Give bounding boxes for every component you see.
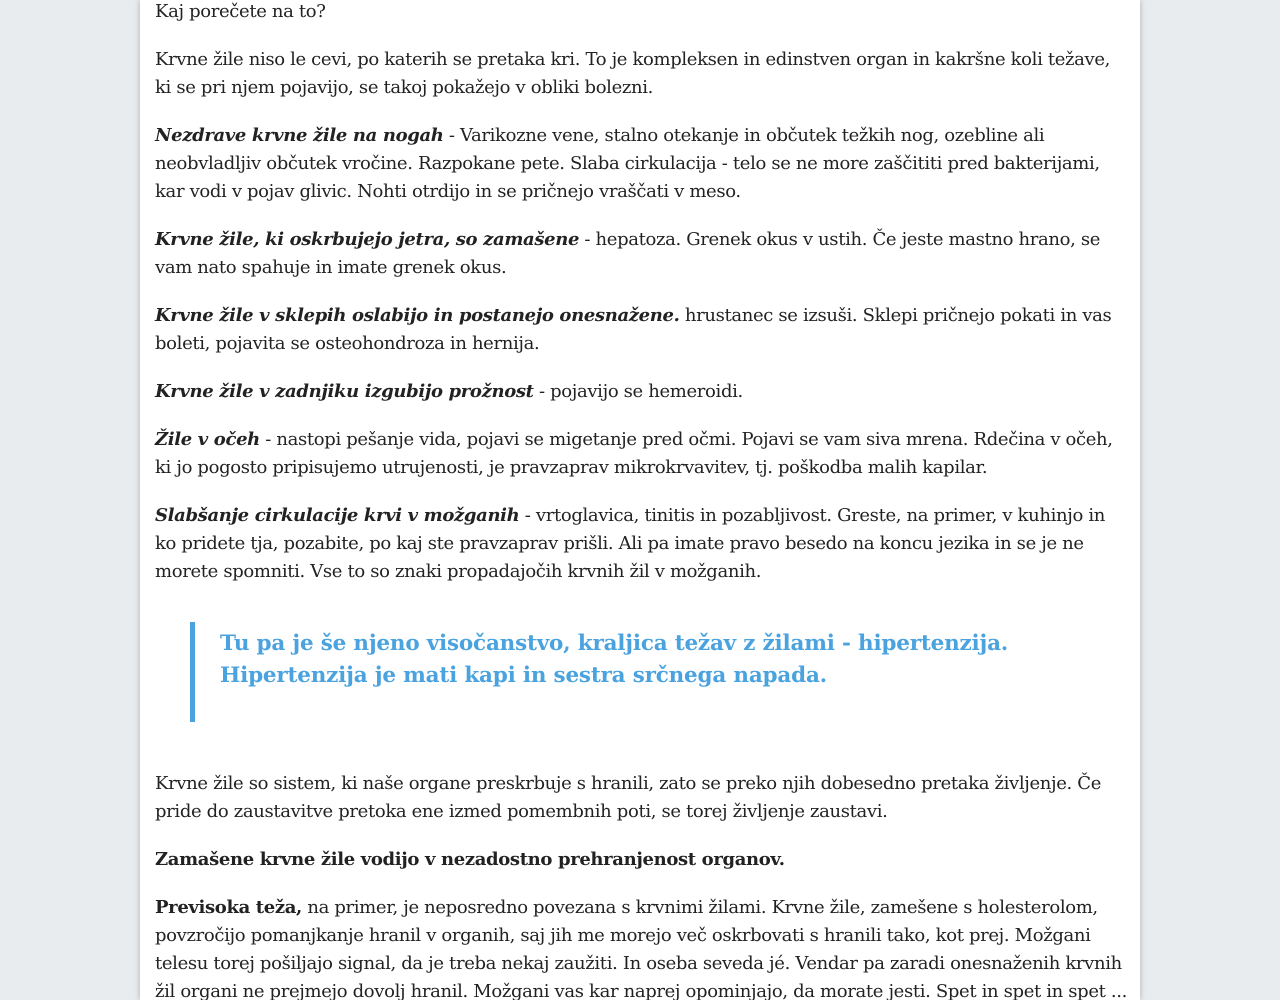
paragraph-rectum	[155, 378, 1127, 406]
paragraph-joints-heading: Krvne žile v sklepih oslabijo in postanejo onesnažene.	[155, 305, 680, 326]
paragraph-rectum-text: - pojavijo se hemeroidi.	[533, 381, 743, 402]
paragraph-brain-text: - vrtoglavica, tinitis in pozabljivost. Greste, na primer, v kuhinjo in ko pridete tja, pozabite, po kaj ste pravzaprav prišli. Ali pa imate pravo besedo na koncu jezika in se je ne morete spomniti. Vse to so znaki propadajočih krvnih žil v možganih.	[155, 505, 1105, 582]
paragraph-legs-heading: Nezdrave krvne žile na nogah	[155, 125, 444, 146]
paragraph-weight	[155, 894, 1127, 1000]
paragraph-system-text: Krvne žile so sistem, ki naše organe preskrbuje s hranili, zato se preko njih dobesedno pretaka življenje. Če pride do zaustavitve pretoka ene izmed pomembnih poti, se torej življenje zaustavi.	[155, 773, 1102, 822]
paragraph-clogged	[155, 846, 1127, 874]
paragraph-legs	[155, 122, 1127, 206]
paragraph-intro	[155, 0, 1127, 26]
paragraph-liver-heading: Krvne žile, ki oskrbujejo jetra, so zamašene	[155, 229, 580, 250]
paragraph-intro-text: Kaj porečete na to?	[155, 1, 326, 22]
paragraph-brain	[155, 502, 1127, 586]
paragraph-liver-text: - hepatoza. Grenek okus v ustih. Če jeste mastno hrano, se vam nato spahuje in imate grenek okus.	[155, 229, 1101, 278]
pull-quote-text: Tu pa je še njeno visočanstvo, kraljica težav z žilami - hipertenzija. Hipertenzija je mati kapi in sestra srčnega napada.	[220, 631, 1009, 688]
article-page	[140, 0, 1140, 1000]
paragraph-joints	[155, 302, 1127, 358]
paragraph-eyes	[155, 426, 1127, 482]
paragraph-liver	[155, 226, 1127, 282]
paragraph-system	[155, 770, 1127, 826]
paragraph-blood-vessels-text: Krvne žile niso le cevi, po katerih se pretaka kri. To je kompleksen in edinstven organ in kakršne koli težave, ki se pri njem pojavijo, se takoj pokažejo v obliki bolezni.	[155, 49, 1111, 98]
paragraph-legs-text: - Varikozne vene, stalno otekanje in občutek težkih nog, ozebline ali neobvladljiv občutek vročine. Razpokane pete. Slaba cirkulacija - telo se ne more zaščititi pred bakterijami, kar vodi v pojav glivic. Nohti otrdijo in se pričnejo vraščati v meso.	[155, 125, 1100, 202]
paragraph-joints-text: hrustanec se izsuši. Sklepi pričnejo pokati in vas boleti, pojavita se osteohondroza in hernija.	[155, 305, 1112, 354]
article-content	[155, 0, 1127, 1000]
paragraph-weight-heading: Previsoka teža,	[155, 897, 302, 918]
paragraph-eyes-heading: Žile v očeh	[155, 429, 260, 450]
paragraph-rectum-heading: Krvne žile v zadnjiku izgubijo prožnost	[155, 381, 534, 402]
paragraph-blood-vessels	[155, 46, 1127, 102]
pull-quote	[190, 622, 1127, 722]
paragraph-brain-heading: Slabšanje cirkulacije krvi v možganih	[155, 505, 520, 526]
paragraph-clogged-text: Zamašene krvne žile vodijo v nezadostno prehranjenost organov.	[155, 849, 785, 870]
paragraph-weight-text: na primer, je neposredno povezana s krvnimi žilami. Krvne žile, zamešene s holesterolom, povzročijo pomanjkanje hranil v organih, saj jih me morejo več oskrbovati s hranili tako, kot prej. Možgani telesu torej pošiljajo signal, da je treba nekaj zaužiti. In oseba seveda jé. Vendar pa zaradi onesnaženih krvnih žil organi ne prejmejo dovolj hranil. Možgani vas kar naprej opominjajo, da morate jesti. Spet in spet in spet ...	[155, 897, 1128, 1000]
paragraph-eyes-text: - nastopi pešanje vida, pojavi se migetanje pred očmi. Pojavi se vam siva mrena. Rdečina v očeh, ki jo pogosto pripisujemo utrujenosti, je pravzaprav mikrokrvavitev, tj. poškodba malih kapilar.	[155, 429, 1113, 478]
